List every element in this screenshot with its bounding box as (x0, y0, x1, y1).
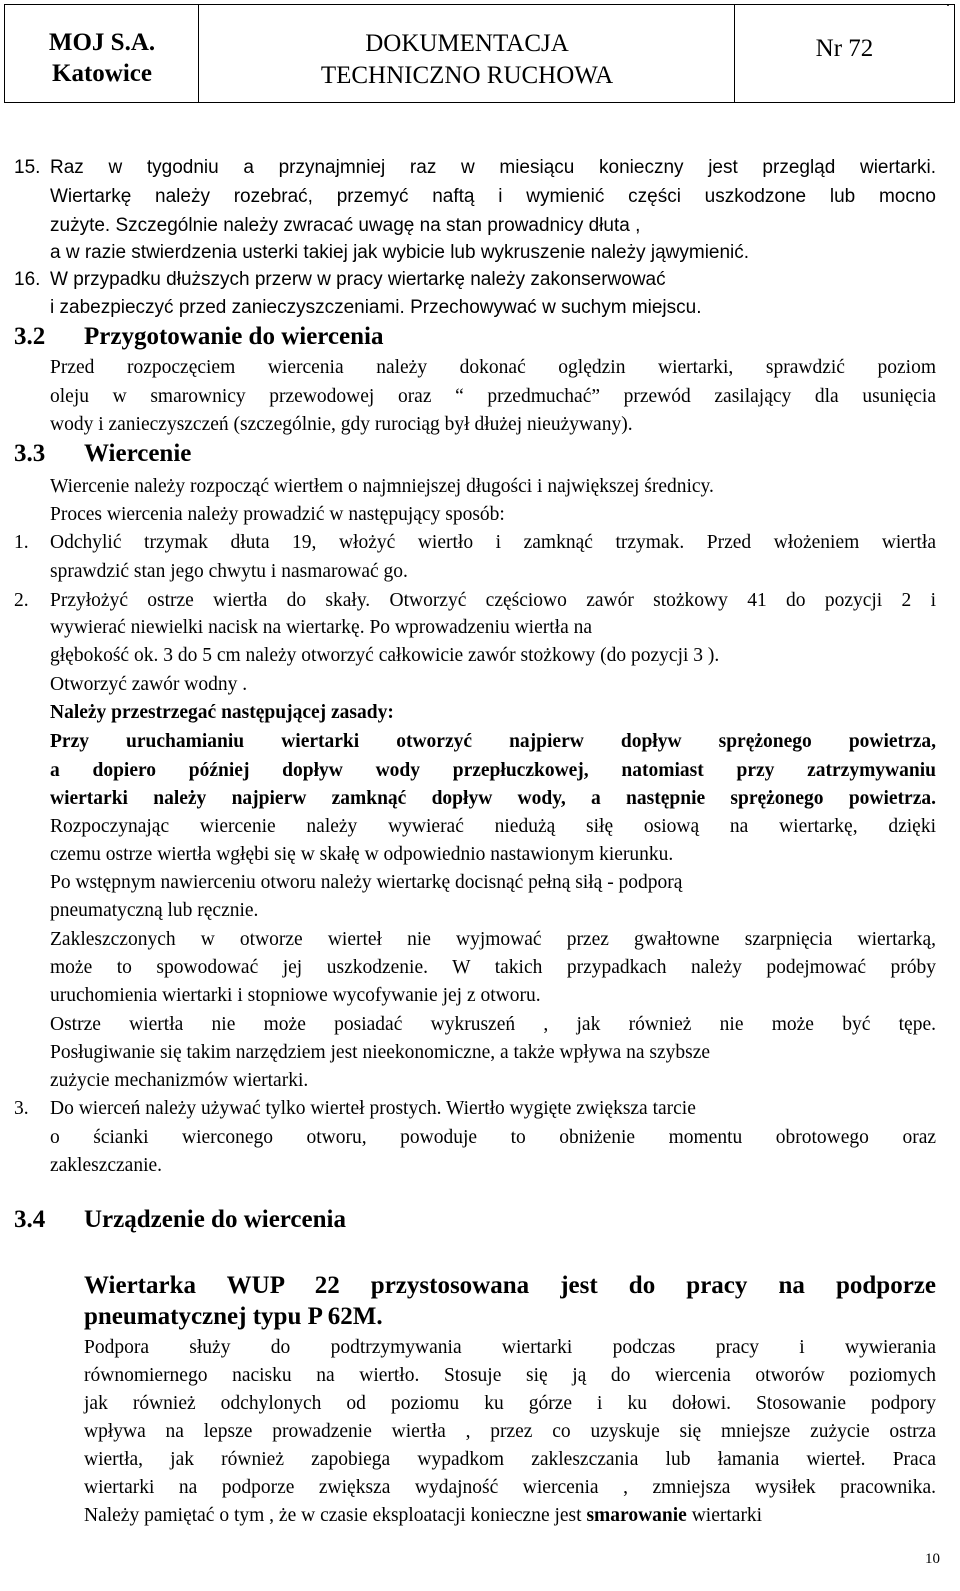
item-15-line: a w razie stwierdzenia usterki takiej jak wybicie lub wykruszenie należy jąwymienić. (50, 242, 750, 263)
document-header (4, 0, 955, 103)
step-3-line: zakleszczanie. (50, 1155, 163, 1176)
text-run: Należy pamiętać o tym , że w czasie eksploatacji konieczne jest (84, 1505, 587, 1526)
subsection-heading-line: Wiertarka WUP 22 przystosowana jest do pracy na podporze (84, 1272, 936, 1299)
paragraph-line: Proces wiercenia należy prowadzić w następujący sposób: (50, 504, 505, 525)
paragraph-line: Wiercenie należy rozpocząć wiertłem o najmniejszej długości i największej średnicy. (50, 476, 714, 497)
section-3-2-number: 3.2 (14, 323, 46, 350)
header-number-cell (735, 0, 954, 102)
item-16-line: W przypadku dłuższych przerw w pracy wiertarkę należy zakonserwować (50, 269, 666, 290)
paragraph-line: Po wstępnym nawierceniu otworu należy wiertarkę docisnąć pełną siłą - podporą (50, 872, 683, 893)
paragraph-line: Rozpoczynając wiercenie należy wywierać niedużą siłę osiową na wiertarkę, dzięki (50, 816, 936, 837)
rule-heading: Należy przestrzegać następującej zasady: (50, 702, 394, 723)
item-15-line: Raz w tygodniu a przynajmniej raz w miesiącu konieczny jest przegląd wiertarki. (50, 157, 936, 178)
section-3-4-number: 3.4 (14, 1206, 46, 1233)
doc-number: Nr 72 (815, 35, 874, 62)
paragraph-line: wiertarki na podporze zwiększa wydajność wiercenia , zmniejsza wysiłek pracownika. (84, 1477, 936, 1498)
step-2-line: Przyłożyć ostrze wiertła do skały. Otworzyć częściowo zawór stożkowy 41 do pozycji 2 i (50, 590, 936, 611)
step-3-line: Do wierceń należy używać tylko wierteł prostych. Wiertło wygięte zwiększa tarcie (50, 1098, 696, 1119)
paragraph-line: zużycie mechanizmów wiertarki. (50, 1070, 309, 1091)
section-3-3-number: 3.3 (14, 440, 46, 467)
item-15-line: zużyte. Szczególnie należy zwracać uwagę na stan prowadnicy dłuta , (50, 215, 641, 236)
paragraph-line: Przed rozpoczęciem wiercenia należy dokonać oględzin wiertarki, sprawdzić poziom (50, 357, 936, 378)
paragraph-line: czemu ostrze wiertła wgłębi się w skałę w odpowiednio nastawionym kierunku. (50, 844, 674, 865)
item-16-number: 16. (14, 269, 41, 290)
corner-mark: . (946, 0, 950, 10)
paragraph-line: Podpora służy do podtrzymywania wiertarki podczas pracy i wywierania (84, 1337, 936, 1358)
header-company-cell (5, 5, 199, 102)
step-1-line: Odchylić trzymak dłuta 19, włożyć wiertło i zamknąć trzymak. Przed włożeniem wiertła (50, 532, 936, 553)
text-run: wiertarki (686, 1505, 763, 1526)
page-number: 10 (925, 1551, 940, 1567)
company-city: Katowice (52, 60, 152, 87)
paragraph-line: wiertła, jak również zapobiega wypadkom zakleszczania lub łamania wierteł. Praca (84, 1449, 936, 1470)
paragraph-line: wpływa na lepsze prowadzenie wiertła , przez co uzyskuje się mniejsze zużycie ostrza (84, 1421, 936, 1442)
paragraph-line: oleju w smarownicy przewodowej oraz “ przedmuchać” przewód zasilający dla usunięcia (50, 386, 936, 407)
item-15-number: 15. (14, 157, 41, 178)
item-16-line: i zabezpieczyć przed zanieczyszczeniami. Przechowywać w suchym miejscu. (50, 297, 702, 318)
header-title-cell (199, 5, 735, 102)
section-3-4-title: Urządzenie do wiercenia (84, 1206, 346, 1233)
subsection-heading-line: pneumatycznej typu P 62M. (84, 1303, 383, 1330)
paragraph-line: Ostrze wiertła nie może posiadać wykruszeń , jak również nie może być tępe. (50, 1014, 936, 1035)
paragraph-line (84, 1504, 762, 1528)
rule-line: wiertarki należy najpierw zamknąć dopływ wody, a następnie sprężonego powietrza. (50, 788, 936, 809)
paragraph-line: jak również odchylonych od poziomu ku górze i ku dołowi. Stosowanie podpory (84, 1393, 936, 1414)
step-2-line: wywierać niewielki nacisk na wiertarkę. Po wprowadzeniu wiertła na (50, 617, 593, 638)
doc-title-line2: TECHNICZNO RUCHOWA (320, 62, 614, 89)
item-15-line: Wiertarkę należy rozebrać, przemyć naftą i wymienić części uszkodzone lub mocno (50, 186, 936, 207)
paragraph-line: równomiernego nacisku na wiertło. Stosuje się ją do wiercenia otworów poziomych (84, 1365, 936, 1386)
paragraph-line: Posługiwanie się takim narzędziem jest nieekonomiczne, a także wpływa na szybsze (50, 1042, 711, 1063)
rule-line: Przy uruchamianiu wiertarki otworzyć najpierw dopływ sprężonego powietrza, (50, 731, 936, 752)
paragraph-line: uruchomienia wiertarki i stopniowe wycofywanie jej z otworu. (50, 985, 541, 1006)
section-3-2-title: Przygotowanie do wiercenia (84, 323, 384, 350)
paragraph-line: Zakleszczonych w otworze wierteł nie wyjmować przez gwałtowne szarpnięcia wiertarką, (50, 929, 936, 950)
doc-title-line1: DOKUMENTACJA (365, 30, 569, 57)
step-2-line: Otworzyć zawór wodny . (50, 674, 248, 695)
rule-line: a dopiero później dopływ wody przepłuczkowej, natomiast przy zatrzymywaniu (50, 760, 936, 781)
step-2-number: 2. (14, 590, 29, 611)
section-3-3-title: Wiercenie (84, 440, 192, 467)
emphasis-smarowanie: smarowanie (586, 1505, 687, 1526)
paragraph-line: może to spowodować jej uszkodzenie. W takich przypadkach należy podejmować próby (50, 957, 936, 978)
company-name: MOJ S.A. (48, 29, 156, 56)
step-3-number: 3. (14, 1098, 29, 1119)
step-1-line: sprawdzić stan jego chwytu i nasmarować go. (50, 561, 408, 582)
step-3-line: o ścianki wierconego otworu, powoduje to obniżenie momentu obrotowego oraz (50, 1127, 936, 1148)
paragraph-line: pneumatyczną lub ręcznie. (50, 900, 259, 921)
step-2-line: głębokość ok. 3 do 5 cm należy otworzyć całkowicie zawór stożkowy (do pozycji 3 ). (50, 645, 720, 666)
paragraph-line: wody i zanieczyszczeń (szczególnie, gdy rurociąg był dłużej nieużywany). (50, 414, 633, 435)
step-1-number: 1. (14, 532, 29, 553)
